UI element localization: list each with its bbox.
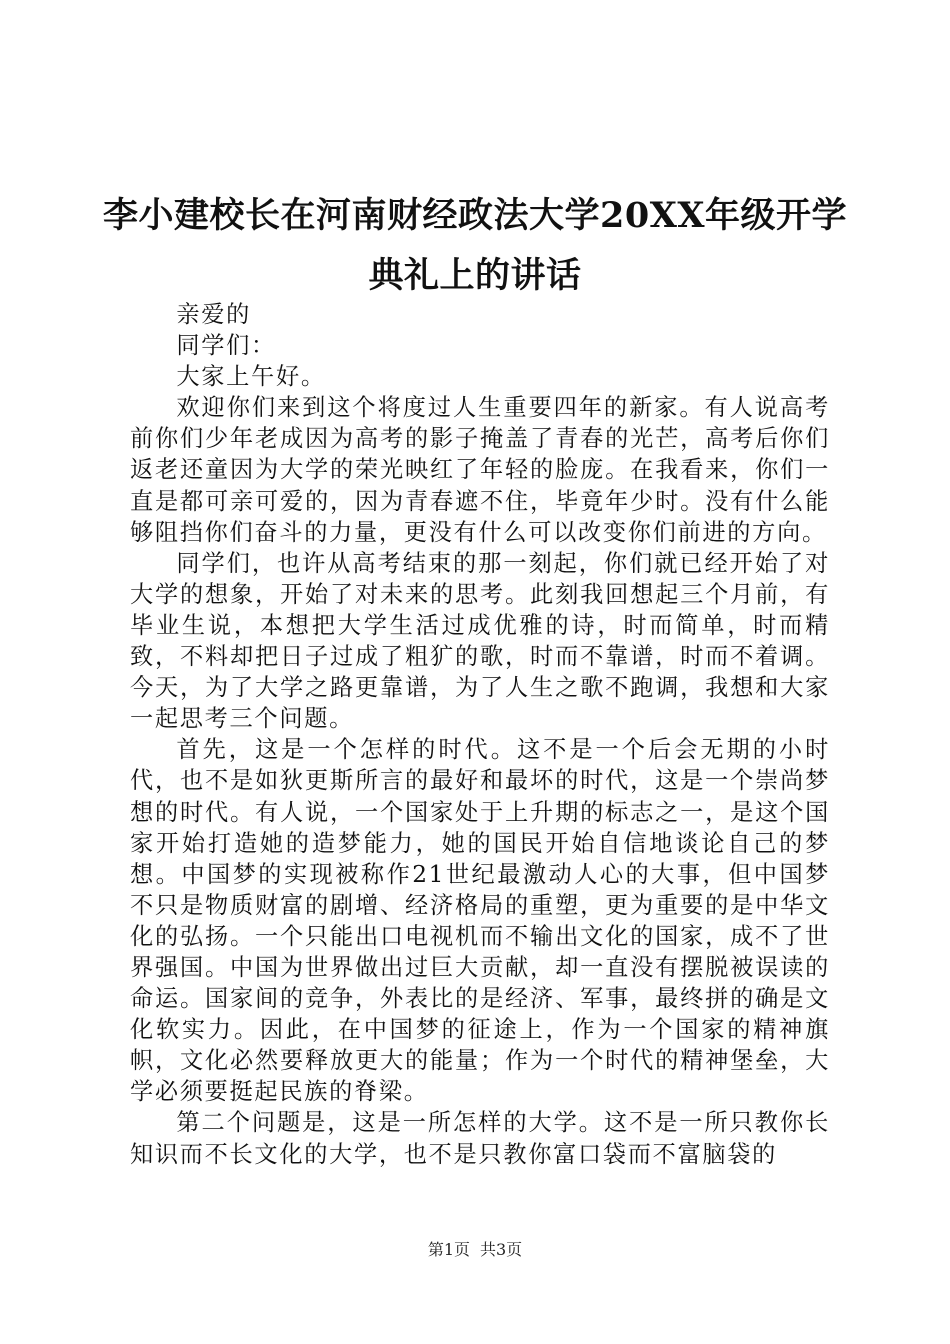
greeting-paragraph: 大家上午好。: [176, 363, 326, 391]
body-paragraph: 首先，这是一个怎样的时代。这不是一个后会无期的小时代，也不是如狄更斯所言的最好和最坏的时代，这是一个崇尚梦想的时代。有人说，一个国家处于上升期的标志之一，是这个国家开始打造她的造梦能力，她的国民开始自信地谈论自己的梦想。中国梦的实现被称作21世纪最激动人心的大事，但中国梦不只是物质财富的剧增、经济格局的重塑，更为重要的是中华文化的弘扬。一个只能出口电视机而不输出文化的国家，成不了世界强国。中国为世界做出过巨大贡献，却一直没有摆脱被误读的命运。国家间的竞争，外表比的是经济、军事，最终拼的确是文化软实力。因此，在中国梦的征途上，作为一个国家的精神旗帜，文化必然要释放更大的能量；作为一个时代的精神堡垒，大学必须要挺起民族的脊梁。: [130, 736, 830, 1106]
document-body: [130, 299, 830, 1170]
body-paragraph: 第二个问题是，这是一所怎样的大学。这不是一所只教你长知识而不长文化的大学，也不是只教你富口袋而不富脑袋的: [130, 1109, 830, 1168]
body-paragraph: 同学们，也许从高考结束的那一刻起，你们就已经开始了对大学的想象，开始了对未来的思考。此刻我回想起三个月前，有毕业生说，本想把大学生活过成优雅的诗，时而简单，时而精致，不料却把日子过成了粗犷的歌，时而不靠谱，时而不着调。今天，为了大学之路更靠谱，为了人生之歌不跑调，我想和大家一起思考三个问题。: [130, 549, 830, 733]
page-number: 第1页: [427, 1240, 470, 1259]
document-title: 李小建校长在河南财经政法大学20XX年级开学典礼上的讲话: [102, 195, 848, 296]
page-footer: [0, 1240, 950, 1260]
page-total: 共3页: [480, 1240, 523, 1259]
salutation-line-1: 亲爱的: [176, 301, 252, 328]
salutation-line-2: 同学们：: [176, 332, 276, 360]
body-paragraph: 欢迎你们来到这个将度过人生重要四年的新家。有人说高考前你们少年老成因为高考的影子掩盖了青春的光芒，高考后你们返老还童因为大学的荣光映红了年轻的脸庞。在我看来，你们一直是都可亲可爱的，因为青春遮不住，毕竟年少时。没有什么能够阻挡你们奋斗的力量，更没有什么可以改变你们前进的方向。: [130, 394, 830, 546]
